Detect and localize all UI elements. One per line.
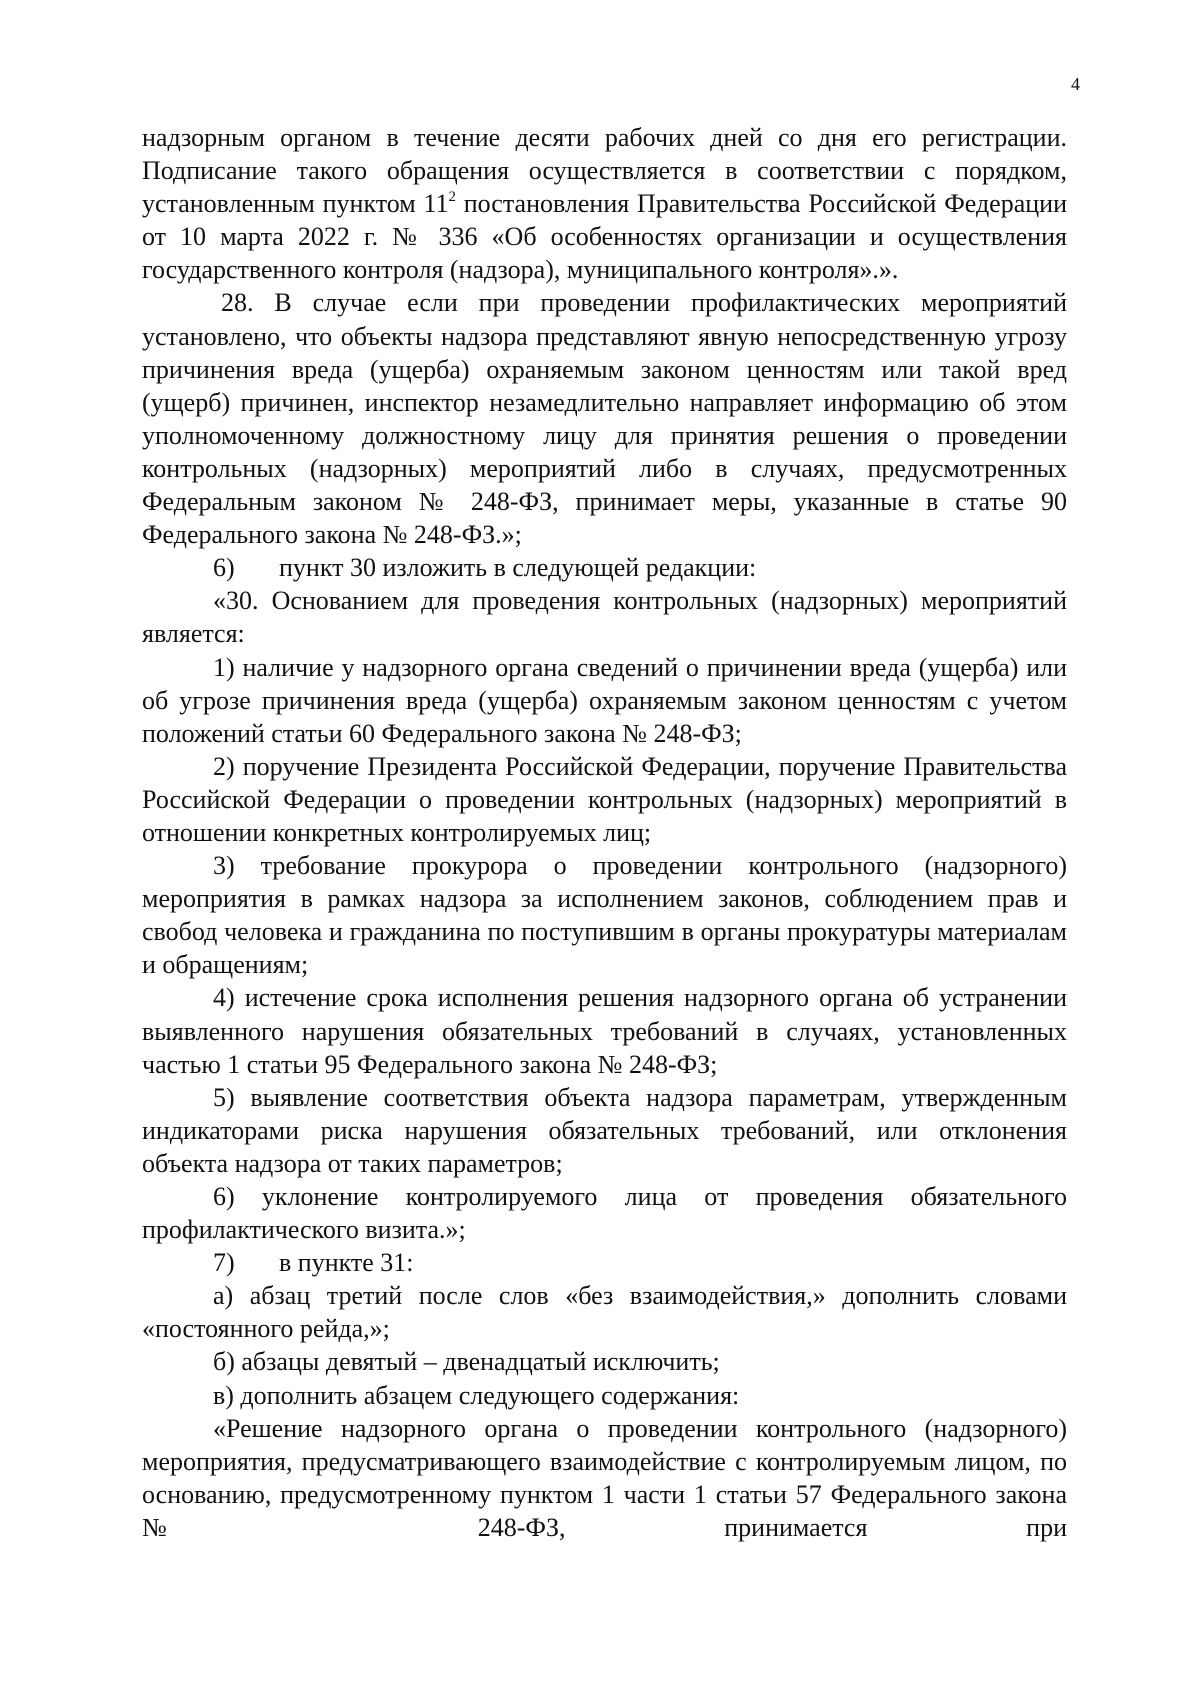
paragraph-sub-a: а) абзац третий после слов «без взаимодействия,» дополнить словами «постоянного рейда,»;	[142, 1281, 1067, 1344]
paragraph-text: постановления Правительства Российской Федерации от 10 марта 2022 г. № 336 «Об особенностях организации и осуществления государственного контроля (надзора), муниципального контроля».».	[142, 189, 1067, 285]
document-body	[142, 121, 1067, 1544]
list-item-text: в пункте 31:	[279, 1248, 414, 1278]
paragraph-text: надзорным органом в течение десяти рабочих дней со дня его регистрации. Подписание такого обращения осуществляется в соответствии с порядком, установленным пунктом 11	[142, 123, 1067, 219]
paragraph-item-30: «30. Основанием для проведения контрольных (надзорных) мероприятий является:	[142, 586, 1067, 649]
paragraph-continuation	[142, 121, 1067, 286]
superscript: 2	[448, 188, 456, 205]
list-item-number: 7)	[213, 1248, 235, 1278]
paragraph-sub-b: б) абзацы девятый – двенадцатый исключить;	[213, 1347, 720, 1377]
paragraph-ground-3: 3) требование прокурора о проведении контрольного (надзорного) мероприятия в рамках надзора за исполнением законов, соблюдением прав и свобод человека и гражданина по поступившим в органы прокуратуры материалам и обращениям;	[142, 851, 1067, 980]
list-item-7	[142, 1246, 1067, 1279]
page-number: 4	[1071, 74, 1080, 94]
paragraph-item-28: 28. В случае если при проведении профилактических мероприятий установлено, что объекты надзора представляют явную непосредственную угрозу причинения вреда (ущерба) охраняемым законом ценностям или такой вред (ущерб) причинен, инспектор незамедлительно направляет информацию об этом уполномоченному должностному лицу для принятия решения о проведении контрольных (надзорных) мероприятий либо в случаях, предусмотренных Федеральным законом № 248-ФЗ, принимает меры, указанные в статье 90 Федерального закона № 248-ФЗ.»;	[142, 288, 1067, 550]
list-item-number: 6)	[213, 553, 235, 583]
paragraph-ground-1: 1) наличие у надзорного органа сведений о причинении вреда (ущерба) или об угрозе причинения вреда (ущерба) охраняемым законом ценностям с учетом положений статьи 60 Федерального закона № 248-ФЗ;	[142, 652, 1067, 748]
paragraph-ground-6: 6) уклонение контролируемого лица от проведения обязательного профилактического визита.»;	[142, 1182, 1067, 1245]
paragraph-ground-4: 4) истечение срока исполнения решения надзорного органа об устранении выявленного нарушения обязательных требований в случаях, установленных частью 1 статьи 95 Федерального закона № 248-ФЗ;	[142, 983, 1067, 1079]
paragraph-sub-c: в) дополнить абзацем следующего содержания:	[213, 1380, 740, 1410]
list-item-text: пункт 30 изложить в следующей редакции:	[279, 553, 757, 583]
list-item-6	[142, 551, 1067, 584]
paragraph-ground-5: 5) выявление соответствия объекта надзора параметрам, утвержденным индикаторами риска нарушения обязательных требований, или отклонения объекта надзора от таких параметров;	[142, 1082, 1067, 1178]
paragraph-ground-2: 2) поручение Президента Российской Федерации, поручение Правительства Российской Федерации о проведении контрольных (надзорных) мероприятий в отношении конкретных контролируемых лиц;	[142, 751, 1067, 847]
paragraph-new-text: «Решение надзорного органа о проведении контрольного (надзорного) мероприятия, предусматривающего взаимодействие с контролируемым лицом, по основанию, предусмотренному пунктом 1 части 1 статьи 57 Федерального закона № 248-ФЗ, принимается при	[142, 1413, 1067, 1542]
